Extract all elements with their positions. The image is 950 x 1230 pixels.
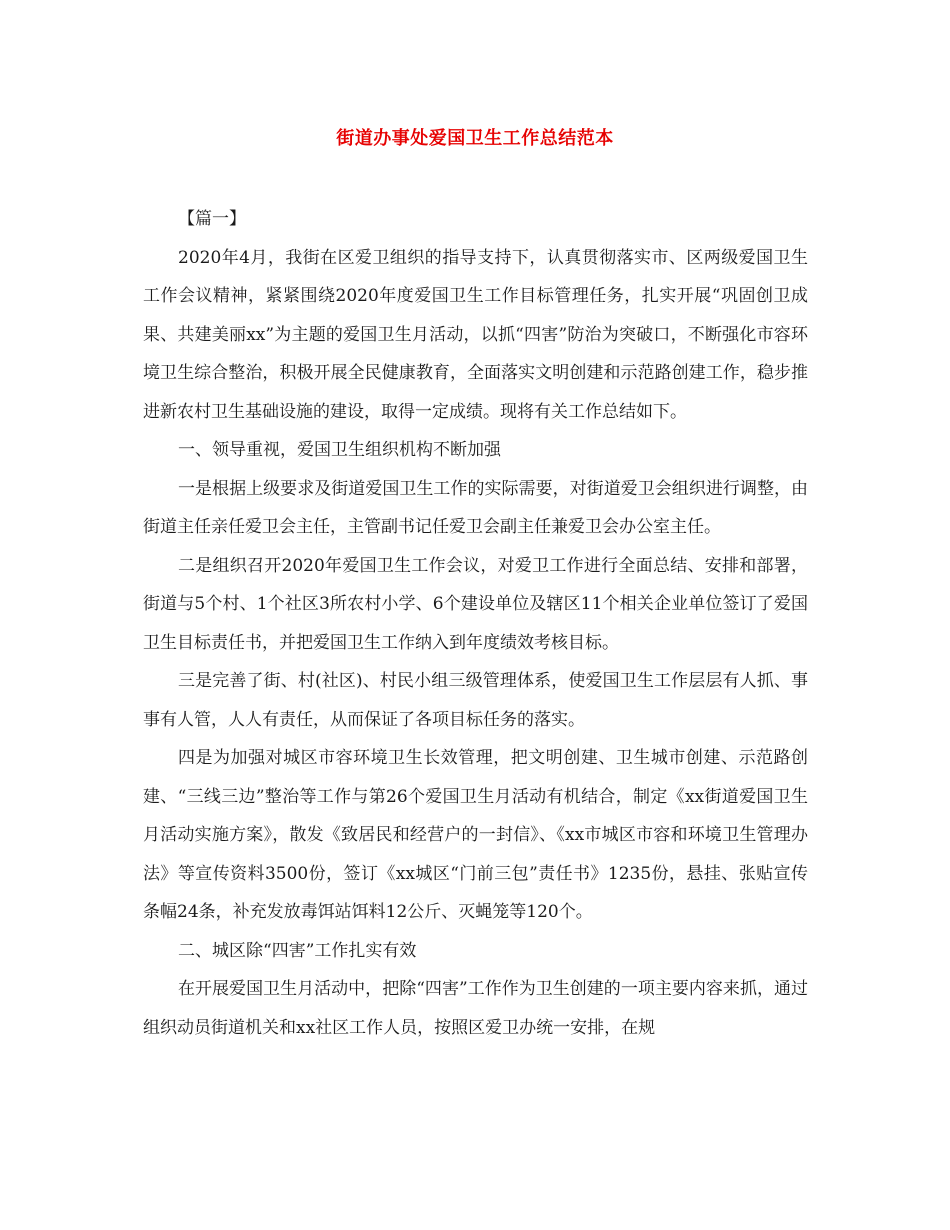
paragraph-item-2: 二是组织召开2020年爱国卫生工作会议，对爱卫工作进行全面总结、安排和部署，街道与5个村、1个社区3所农村小学、6个建设单位及辖区11个相关企业单位签订了爱国卫生目标责任书，并把爱国卫生工作纳入到年度绩效考核目标。 (143, 555, 808, 653)
paragraph-intro: 2020年4月，我街在区爱卫组织的指导支持下，认真贯彻落实市、区两级爱国卫生工作会议精神，紧紧围绕2020年度爱国卫生工作目标管理任务，扎实开展“巩固创卫成果、共建美丽xx”为主题的爱国卫生月活动，以抓“四害”防治为突破口，不断强化市容环境卫生综合整治，积极开展全民健康教育，全面落实文明创建和示范路创建工作，稳步推进新农村卫生基础设施的建设，取得一定成绩。现将有关工作总结如下。 (143, 247, 808, 422)
paragraph-section-2: 在开展爱国卫生月活动中，把除“四害”工作作为卫生创建的一项主要内容来抓，通过组织动员街道机关和xx社区工作人员，按照区爱卫办统一安排，在规 (143, 979, 808, 1038)
heading-section-2: 二、城区除“四害”工作扎实有效 (178, 940, 417, 961)
paragraph-item-1: 一是根据上级要求及街道爱国卫生工作的实际需要，对街道爱卫会组织进行调整，由街道主任亲任爱卫会主任，主管副书记任爱卫会副主任兼爱卫会办公室主任。 (143, 478, 808, 537)
document-body (143, 200, 808, 1047)
document-title: 街道办事处爱国卫生工作总结范本 (336, 128, 614, 149)
paragraph-item-4: 四是为加强对城区市容环境卫生长效管理，把文明创建、卫生城市创建、示范路创建、“三线三边”整治等工作与第26个爱国卫生月活动有机结合，制定《xx街道爱国卫生月活动实施方案》，散发《致居民和经营户的一封信》、《xx市城区市容和环境卫生管理办法》等宣传资料3500份，签订《xx城区“门前三包”责任书》1235份，悬挂、张贴宣传条幅24条，补充发放毒饵站饵料12公斤、灭蝇笼等120个。 (143, 748, 808, 922)
paragraph-item-3: 三是完善了街、村(社区)、村民小组三级管理体系，使爱国卫生工作层层有人抓、事事有人管，人人有责任，从而保证了各项目标任务的落实。 (143, 671, 808, 730)
heading-section-1: 一、领导重视，爱国卫生组织机构不断加强 (178, 440, 501, 460)
section-label-part-one: 【篇一】 (178, 209, 246, 229)
